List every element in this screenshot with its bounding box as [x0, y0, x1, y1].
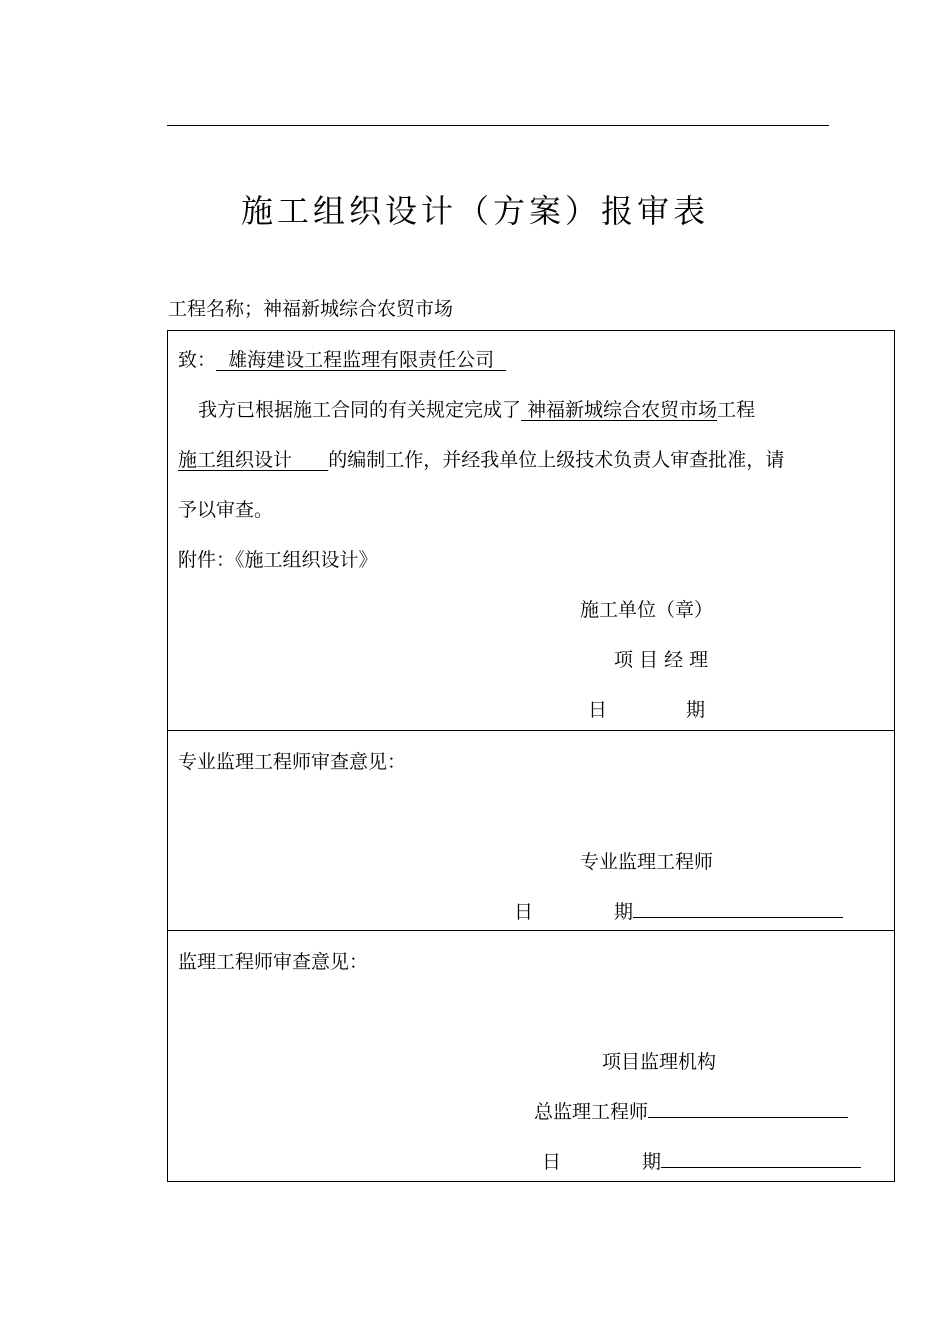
project-manager-label: 项 目 经 理	[614, 649, 709, 671]
chief-engineer-blank	[648, 1098, 848, 1118]
attachment-line: 附件：《施工组织设计》	[178, 549, 378, 571]
submission-date-day: 日	[588, 699, 608, 721]
submission-section	[168, 331, 894, 731]
submission-date-period: 期	[686, 699, 706, 721]
addressee-line	[178, 345, 506, 372]
review-form-table	[167, 330, 895, 1182]
specialist-review-section	[168, 731, 894, 931]
chief-review-section	[168, 931, 894, 1181]
chief-date-day: 日	[542, 1151, 562, 1173]
specialist-date-day: 日	[514, 901, 534, 923]
chief-review-heading: 监理工程师审查意见：	[178, 951, 369, 973]
specialist-engineer-label: 专业监理工程师	[580, 851, 714, 873]
addressee-value: 雄海建设工程监理有限责任公司	[216, 349, 507, 371]
specialist-review-heading: 专业监理工程师审查意见：	[178, 751, 407, 773]
header-rule	[167, 125, 829, 126]
chief-engineer-label: 总监理工程师	[534, 1101, 649, 1123]
specialist-date-line	[614, 897, 843, 924]
chief-engineer-line	[534, 1097, 848, 1124]
document-title: 施工组织设计（方案）报审表	[240, 192, 709, 230]
submission-body-line2	[178, 445, 784, 472]
submission-project-name: 神福新城综合农贸市场	[521, 399, 718, 421]
supervision-organization-label: 项目监理机构	[602, 1051, 717, 1073]
specialist-date-blank	[633, 898, 843, 918]
chief-date-blank	[661, 1148, 861, 1168]
addressee-label: 致：	[178, 349, 217, 371]
project-name-line	[168, 294, 453, 321]
specialist-date-period: 期	[614, 901, 634, 923]
project-name-value: 神福新城综合农贸市场	[263, 298, 454, 320]
submission-body-text2: 的编制工作，并经我单位上级技术负责人审查批准，请	[328, 449, 785, 471]
submission-body-line3: 予以审查。	[178, 499, 274, 521]
submission-body-text: 我方已根据施工合同的有关规定完成了	[198, 399, 522, 421]
submission-body-line1	[198, 395, 755, 422]
chief-date-period: 期	[642, 1151, 662, 1173]
contractor-seal-label: 施工单位（章）	[580, 599, 714, 621]
submission-body-suffix: 工程	[717, 399, 756, 421]
project-name-label: 工程名称；	[168, 298, 264, 320]
submission-design-name: 施工组织设计	[178, 449, 329, 471]
chief-date-line	[642, 1147, 861, 1174]
